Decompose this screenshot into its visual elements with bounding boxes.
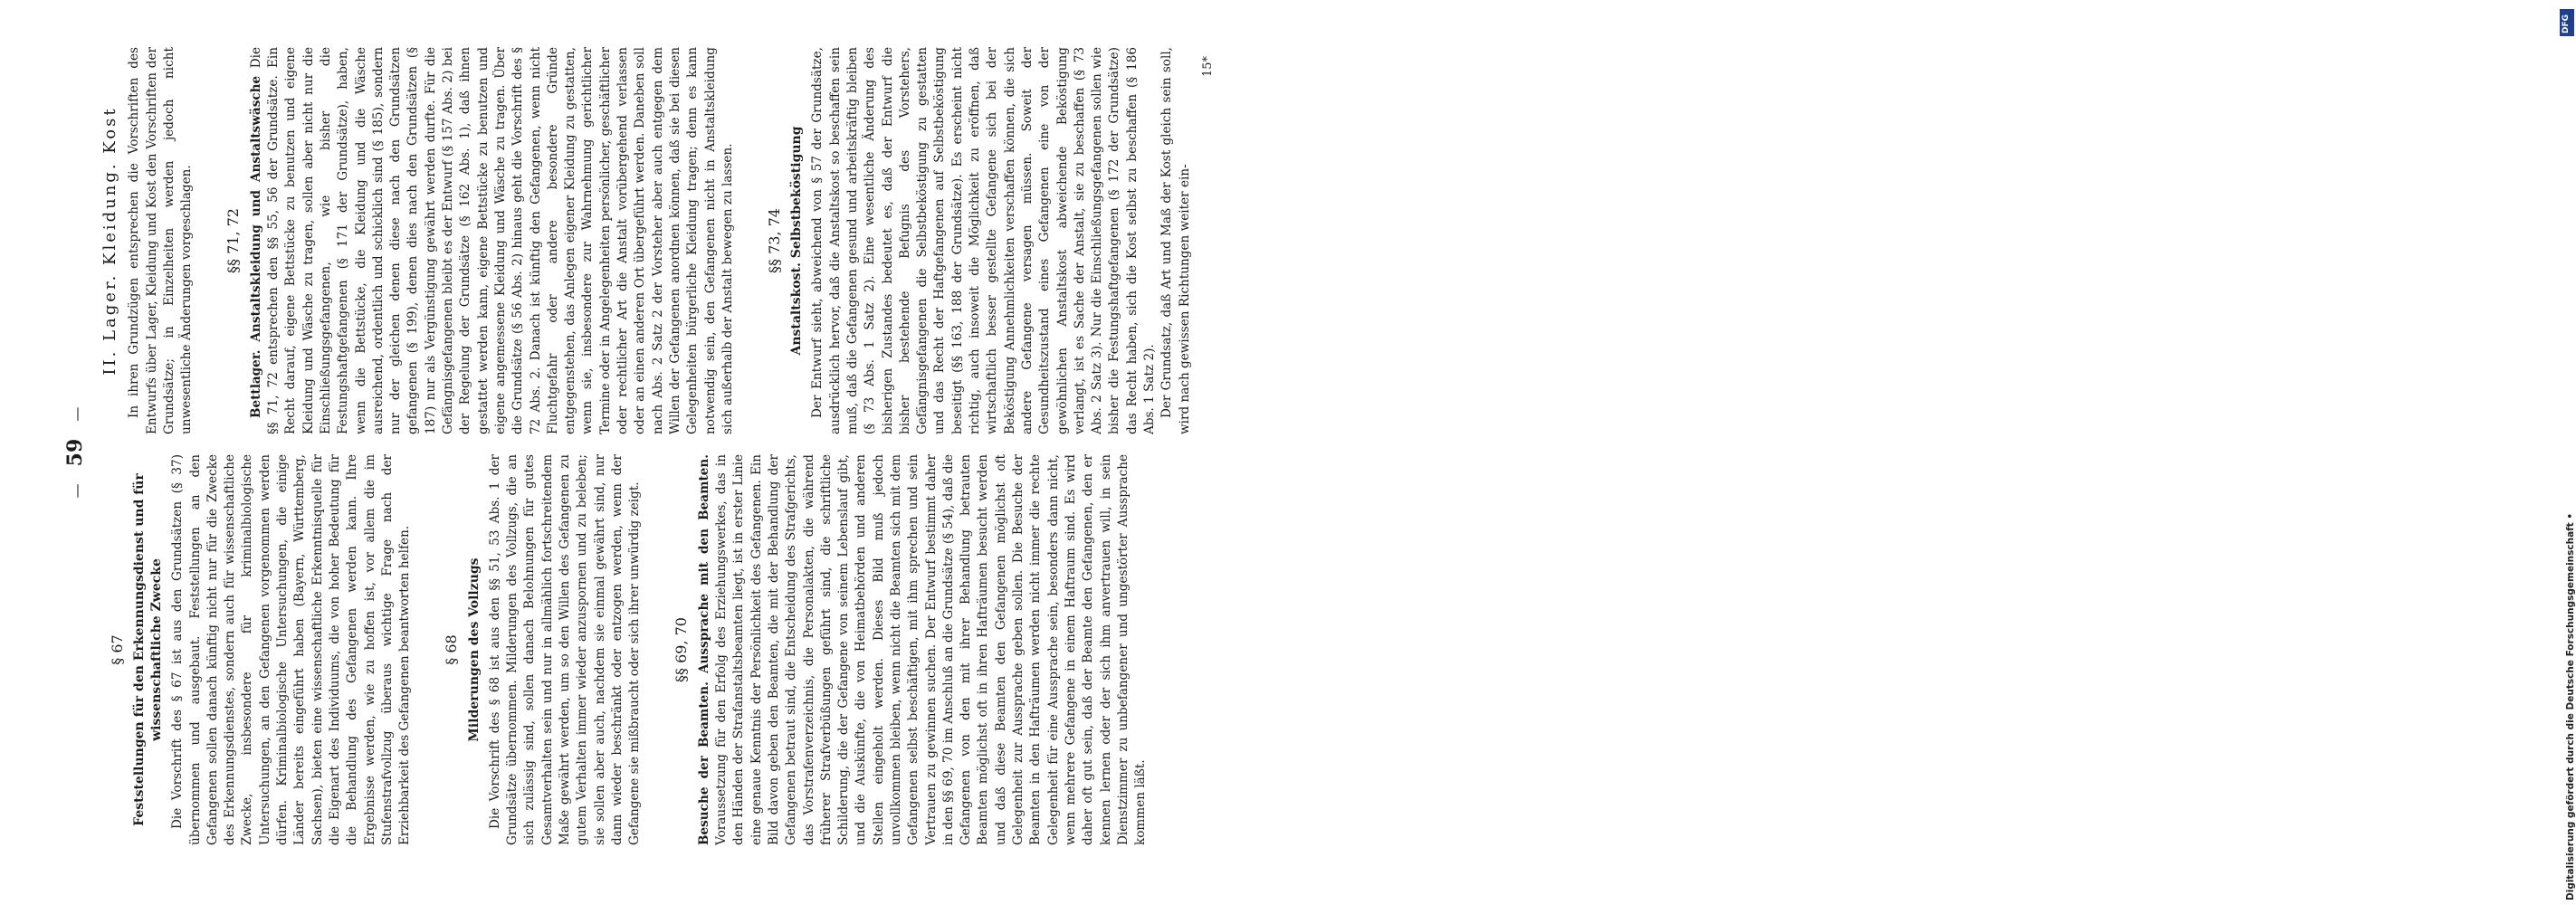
section-text-73-74-continued: Der Grundsatz, daß Art und Maß der Kost gleich sein soll, wird nach gewissen Richtungen weiter ein- <box>1159 47 1192 434</box>
left-column <box>101 454 1150 845</box>
section-heading-69-70: Besuche der Beamten. Aussprache mit den Beamten. <box>696 454 711 845</box>
section-number-67: § 67 <box>109 634 126 665</box>
dfg-logo-icon <box>2560 9 2574 36</box>
section-text-67: Die Vorschrift des § 67 ist aus den Grundsätzen (§ 37) übernommen und ausgebaut. Feststellungen an den Gefangenen sollen danach künftig nicht nur für die Zwecke des Erkennungsdienstes, sondern auch für wissenschaftliche Zwecke, insbesondere für kriminalbiologische Untersuchungen, an den Gefangenen vorgenommen werden dürfen. Kriminalbiologische Untersuchungen, die einige Länder bereits eingeführt haben (Bayern, Württemberg, Sachsen), bieten eine wissenschaftliche Erkenntnisquelle für die Eigenart des Individuums, die von hoher Bedeutung für die Behandlung des Gefangenen werden kann. Ihre Ergebnisse werden, wie zu hoffen ist, vor allem die im Stufenstrafvollzug überaus wichtige Frage nach der Erziehbarkeit des Gefangenen beantworten helfen. <box>170 454 413 845</box>
header-dash-right: — <box>68 406 85 422</box>
page-number: 59 <box>63 438 87 467</box>
section-text-71-72: Die §§ 71, 72 entsprechen den §§ 55, 56 der Grundsätze. Ein Recht darauf, eigene Bettstücke zu benutzen und eigene Kleidung und Wäsche zu tragen, sollen aber nicht nur die Einschließungsgefangenen, wie bisher die Festungshaftgefangenen (§ 171 der Grundsätze), haben, wenn die Bettstücke, die Kleidung und die Wäsche ausreichend, ordentlich und schicklich sind (§ 185), sondern nur der gleichen denen diese nach den Grundsätzen gefangenen (§ 199), denen dies nach den Grundsätzen (§ 187) nur als Vergünstigung gewährt werden durfte. Für die Gefängnisgefangenen bleibt es der Entwurf (§ 157 Abs. 2) bei der Regelung der Grundsätze (§ 162 Abs. 1), daß ihnen gestattet werden kann, eigene Bettstücke zu benutzen und eigene angemessene Kleidung und Wäsche zu tragen. Über die Grundsätze (§ 56 Abs. 2) hinaus geht die Vorschrift des § 72 Abs. 2. Danach ist künftig den Gefangenen, wenn nicht Fluchtgefahr oder andere besondere Gründe entgegenstehen, das Anlegen eigener Kleidung zu gestatten, wenn sie, insbesondere zur Wahrnehmung gerichtlicher Termine oder in Angelegenheiten persönlicher, geschäftlicher oder rechtlicher Art die Anstalt vorübergehend verlassen oder an einen anderen Ort übergeführt werden. Daneben soll nach Abs. 2 Satz 2 der Vorsteher aber auch entgegen dem Willen der Gefangenen anordnen können, daß sie bei diesen Gelegenheiten bürgerliche Kleidung tragen; denn es kann notwendig sein, den Gefangenen nicht in Anstaltskleidung sich außerhalb der Anstalt bewegen zu lassen. <box>248 47 735 434</box>
section-number-71-72: §§ 71, 72 <box>224 208 243 273</box>
section-text-73-74: Der Entwurf sieht, abweichend von § 57 der Grundsätze, ausdrücklich hervor, daß die Anstaltskost so beschaffen sein muß, daß die Gefangenen gesund und arbeitskräftig bleiben (§ 73 Abs. 1 Satz 2). Eine wesentliche Änderung des bisherigen Zustandes bedeutet es, daß der Entwurf die bisher bestehende Befugnis des Vorstehers, Gefängnisgefangenen die Selbstbeköstigung zu gestatten und das Recht der Haftgefangenen auf Selbstbeköstigung beseitigt (§§ 163, 188 der Grundsätze). Es erscheint nicht richtig, auch insoweit die Möglichkeit zu eröffnen, daß wirtschaftlich besser gestellte Gefangene sich bei der Beköstigung Annehmlichkeiten verschaffen können, die sich andere Gefangene versagen müssen. Soweit der Gesundheitszustand eines Gefangenen eine von der gewöhnlichen Anstaltskost abweichende Beköstigung verlangt, ist es Sache der Anstalt, sie zu beschaffen (§ 73 Abs. 2 Satz 3). Nur die Einschließungsgefangenen sollen wie bisher die Festungshaftgefangenen (§ 172 der Grundsätze) das Recht haben, sich die Kost selbst zu beschaffen (§ 186 Abs. 1 Satz 2). <box>810 47 1158 434</box>
section-number-69-70: §§ 69, 70 <box>673 617 691 682</box>
section-heading-73-74: Anstaltskost. Selbstbeköstigung <box>789 126 805 356</box>
section-heading-71-72: Bettlager. Anstaltskleidung und Anstaltswäsche <box>248 75 263 418</box>
page-header <box>63 0 87 905</box>
watermark-text: Digitalisierung gefördert durch die Deutsche Forschungsgemeinschaft • <box>2565 512 2576 900</box>
section-paragraph-71-72 <box>248 47 737 434</box>
document-page <box>0 0 1249 905</box>
section-text-69-70: Voraussetzung für den Erfolg des Erziehungswerkes, das in den Händen der Strafanstaltsbeamten liegt, ist in erster Linie eine genaue Kenntnis der Persönlichkeit des Gefangenen. Ein Bild davon geben den Beamten, die mit der Behandlung der Gefangenen betraut sind, die Entscheidung des Strafgerichts, das Vorstrafenverzeichnis, die Personalakten, die während früherer Strafverbüßungen geführt sind, die schriftliche Schilderung, die der Gefangene von seinem Lebenslauf gibt, und die Auskünfte, die von Heimatbehörden und anderen Stellen eingeholt werden. Dieses Bild muß jedoch unvollkommen bleiben, wenn nicht die Beamten sich mit dem Gefangenen selbst beschäftigen, mit ihm sprechen und sein Vertrauen zu gewinnen suchen. Der Entwurf bestimmt daher in den §§ 69, 70 im Anschluß an die Grundsätze (§ 54), daß die Gefangenen von den mit ihrer Behandlung betrauten Beamten möglichst oft in ihren Hafträumen besucht werden und daß diese Beamten den Gefangenen möglichst oft Gelegenheit zur Aussprache geben sollen. Die Besuche der Beamten in den Hafträumen werden nicht immer die rechte Gelegenheit für eine Aussprache sein, besonders dann nicht, wenn mehrere Gefangene in einem Haftraum sind. Es wird daher oft gut sein, daß der Beamte den Gefangenen, den er kennen lernen oder der sich ihm anvertrauen will, in sein Dienstzimmer zu unbefangener und ungestörter Aussprache kommen läßt. <box>714 454 1149 845</box>
dfg-logo-text: DFG <box>2562 14 2571 33</box>
chapter-intro: In ihren Grundzügen entsprechen die Vorschriften des Entwurfs über Lager, Kleidung und Kost den Vorschriften der Grundsätze; in Einzelheiten werden jedoch nicht unwesentliche Änderungen vorgeschlagen. <box>127 47 195 434</box>
right-column <box>101 47 1216 434</box>
digitization-watermark <box>1278 0 2576 905</box>
section-number-73-74: §§ 73, 74 <box>766 208 784 273</box>
section-heading-67: Feststellungen für den Erkennungsdienst und für wissenschaftliche Zwecke <box>132 473 165 826</box>
chapter-title: II. Lager. Kleidung. Kost <box>100 106 119 376</box>
section-number-68: § 68 <box>443 634 461 665</box>
header-dash-left: — <box>68 483 85 499</box>
section-text-68: Die Vorschrift des § 68 ist aus den §§ 51, 53 Abs. 1 der Grundsätze übernommen. Milderungen des Vollzugs, die an sich zulässig sind, sollen danach Belohnungen für gutes Gesamtverhalten sein und nur in allmählich fortschreitendem Maße gewährt werden, um so den Willen des Gefangenen zu gutem Verhalten immer wieder anzuspornen und zu beleben; sie sollen aber auch, nachdem sie einmal gewährt sind, nur dann wieder beschränkt oder entzogen werden, wenn der Gefangene sie mißbraucht oder sich ihrer unwürdig zeigt. <box>487 454 643 845</box>
section-paragraph-69-70 <box>696 454 1150 845</box>
section-heading-68: Milderungen des Vollzugs <box>466 557 482 742</box>
signature-mark: 15* <box>1200 56 1215 78</box>
